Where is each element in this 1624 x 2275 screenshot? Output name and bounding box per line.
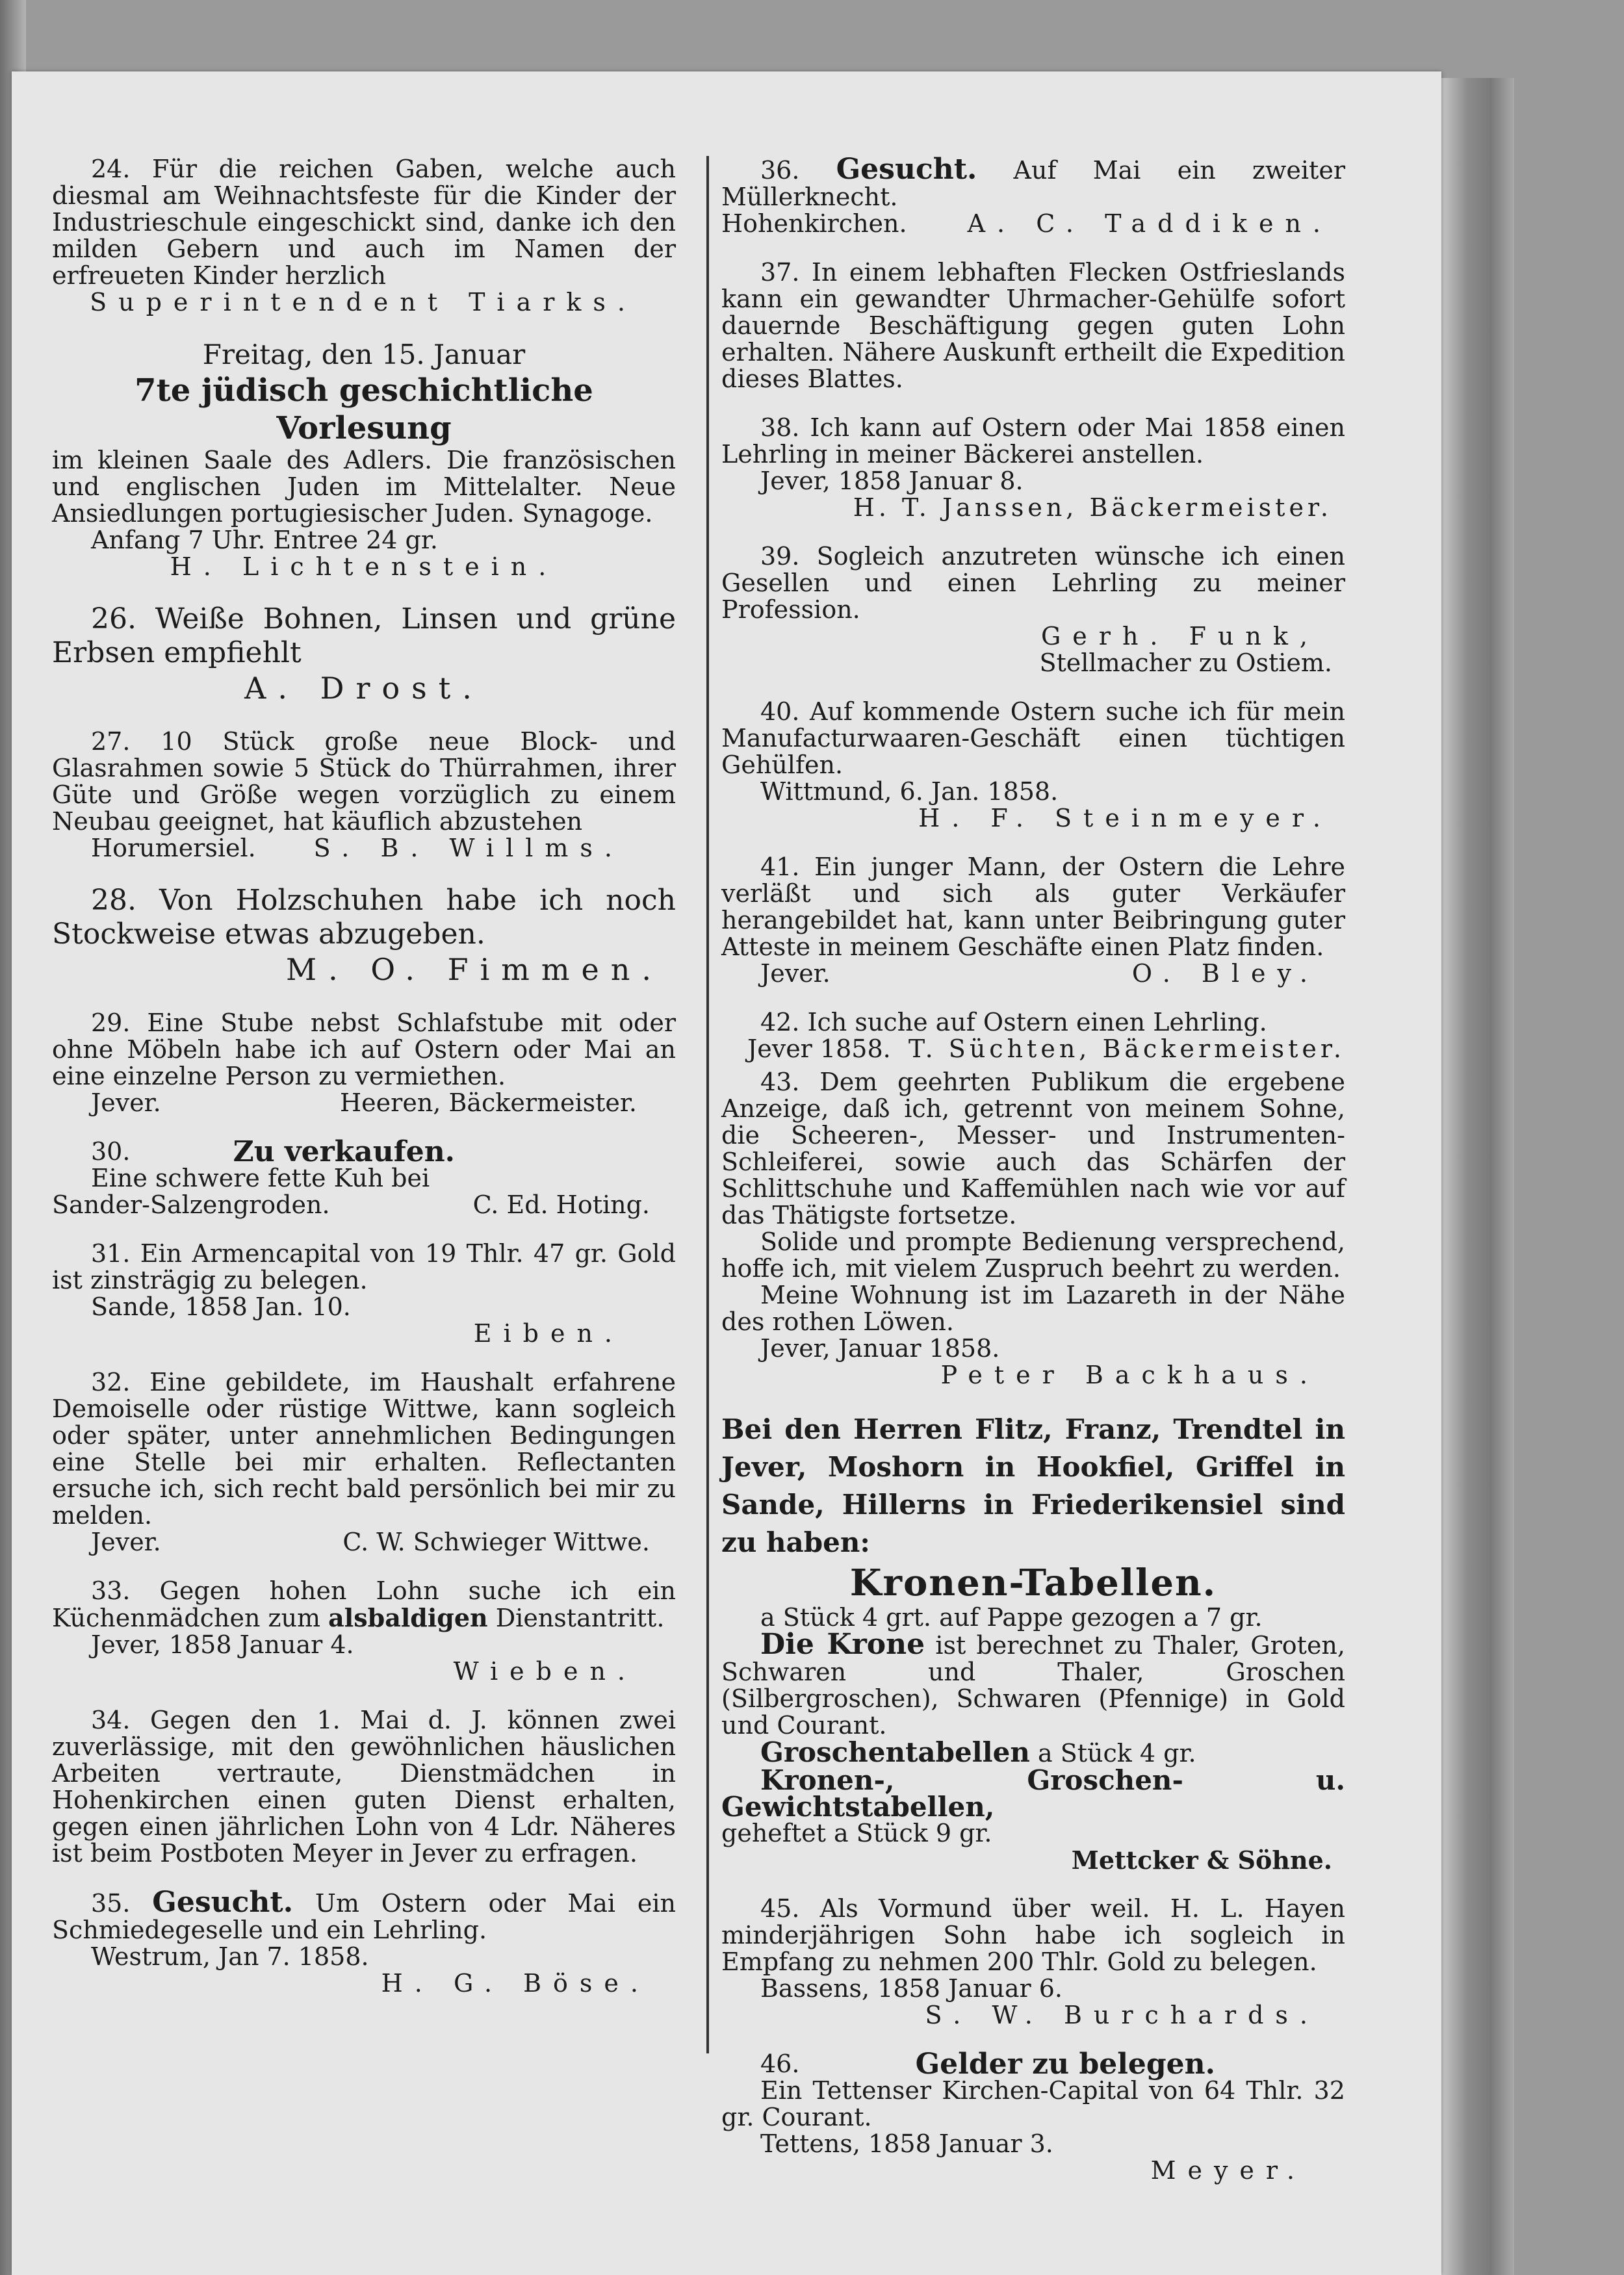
ad-42 [721,1009,1345,1062]
tables-signature: Mettcker & Söhne. [1071,1845,1332,1875]
ad-27 [52,728,676,862]
tables-crown-bold: Die Krone [760,1628,925,1661]
ad-37 [721,259,1345,392]
ad-33 [52,1578,676,1685]
ad-36-body: Auf Mai ein zweiter Müllerknecht. [721,156,1345,211]
ad-46-place: Tettens, 1858 Januar 3. [760,2129,1053,2158]
ad-32-signature: C. W. Schwieger Wittwe. [342,1528,650,1556]
ad-29-text: 29. Eine Stube nebst Schlafstube mit oder ohne Möbeln habe ich auf Ostern oder Mai an eine einzelne Person zu vermiethen. [52,1009,676,1090]
ad-35-heading: Gesucht. [152,1886,294,1919]
ad-37-text: 37. In einem lebhaften Flecken Ostfrieslands kann ein gewandter Uhrmacher-Gehülfe sofort dauernde Beschäftigung gegen guten Lohn erhalten. Nähere Auskunft ertheilt die Expedition dieses Blattes. [721,258,1345,393]
ad-26 [52,602,676,706]
ad-39-signature: Gerh. Funk, [1040,622,1319,650]
tables-crown-text: ist berechnet zu Thaler, Groten, Schwaren und Thaler, Groschen (Silbergroschen), Schwaren (Pfennige) in Gold und Courant. [721,1631,1345,1740]
ad-33-text [52,1578,676,1632]
ad-35-text [52,1886,676,1944]
lecture-start: Anfang 7 Uhr. Entree 24 gr. [91,526,438,554]
ad-43-signature: Peter Backhaus. [940,1361,1319,1389]
lecture-date: Freitag, den 15. Januar [202,339,526,370]
ad-40-text: 40. Auf kommende Ostern suche ich für mein Manufacturwaaren-Geschäft einen tüchtigen Gehülfen. [721,697,1345,779]
ad-36 [721,153,1345,238]
ad-34 [52,1707,676,1867]
tables-groschen-bold: Groschentabellen [760,1736,1030,1768]
tables-weights-text: geheftet a Stück 9 gr. [721,1819,992,1847]
ad-42-place: Jever 1858. [747,1035,891,1063]
tables-weights-bold: Kronen-, Groschen- u. Gewichtstabellen, [721,1764,1345,1823]
ad-40-place: Wittmund, 6. Jan. 1858. [760,777,1059,806]
ad-31 [52,1240,676,1347]
ad-32 [52,1369,676,1556]
ad-31-text: 31. Ein Armencapital von 19 Thlr. 47 gr. Gold ist zinsträgig zu belegen. [52,1239,676,1294]
left-column [52,156,676,2019]
ad-33-signature: Wieben. [453,1657,637,1686]
ad-41-place: Jever. [760,959,831,988]
ad-31-place: Sande, 1858 Jan. 10. [91,1292,351,1321]
ad-39 [721,543,1345,676]
ad-33-bold: alsbaldigen [328,1603,488,1632]
ad-41-text: 41. Ein junger Mann, der Ostern die Lehre verläßt und sich als guter Verkäufer herangebildet hat, kann unter Beibringung guter Atteste in meinem Geschäfte einen Platz finden. [721,853,1345,961]
ad-30-number: 30. [91,1137,131,1166]
ad-45 [721,1896,1345,2029]
ad-24-signature: Superintendent Tiarks. [90,288,637,316]
ad-46 [721,2048,1345,2185]
ad-26-signature: A. Drost. [244,671,483,706]
ad-29 [52,1010,676,1116]
ad-38-signature: H. T. Janssen, Bäckermeister. [853,493,1332,522]
ad-29-signature: Heeren, Bäckermeister. [340,1088,637,1117]
ad-28-text: 28. Von Holzschuhen habe ich noch Stockweise etwas abzugeben. [52,884,676,951]
tables-price: a Stück 4 grt. auf Pappe gezogen a 7 gr. [760,1603,1263,1632]
ad-40-signature: H. F. Steinmeyer. [918,804,1332,832]
ad-34-text: 34. Gegen den 1. Mai d. J. können zwei zuverlässige, mit den gewöhnlichen häuslichen Arbeiten vertraute, Dienstmädchen in Hohenkirchen einen guten Dienst erhalten, gegen einen jährlichen Lohn von 4 Ldr. Näheres ist beim Postboten Meyer in Jever zu erfragen. [52,1706,676,1868]
ad-46-text: Ein Tettenser Kirchen-Capital von 64 Thlr. 32 gr. Courant. [721,2076,1345,2131]
lecture-text: im kleinen Saale des Adlers. Die französischen und englischen Juden im Mittelalter. Neue Ansiedlungen portugiesischer Juden. Synagoge. [52,446,676,528]
ad-46-heading: Gelder zu belegen. [915,2048,1215,2081]
ad-36-heading: Gesucht. [836,153,977,186]
tables-groschen-text: a Stück 4 gr. [1029,1739,1196,1767]
tables-crown [721,1628,1345,1740]
ad-33-text-after: Dienstantritt. [487,1604,665,1632]
ad-28 [52,884,676,988]
ad-40 [721,699,1345,832]
ad-27-place: Horumersiel. [91,834,256,862]
ad-42-text: 42. Ich suche auf Ostern einen Lehrling. [760,1008,1267,1036]
ad-30-place: Sander-Salzengroden. [52,1190,330,1219]
ad-43-place: Jever, Januar 1858. [760,1334,1000,1363]
ad-35-signature: H. G. Böse. [381,1969,650,1998]
lecture-title: 7te jüdisch geschichtliche Vorlesung [135,372,593,446]
ad-39-signature2: Stellmacher zu Ostiem. [1039,649,1332,677]
ad-24-text: 24. Für die reichen Gaben, welche auch diesmal am Weihnachtsfeste für die Kinder der Industrieschule eingeschickt sind, danke ich den milden Gebern und auch im Namen der erfreueten Kinder herzlich [52,155,676,290]
tables-groschen [721,1736,1345,1768]
ad-43-text2: Solide und prompte Bedienung versprechend, hoffe ich, mit vielem Zuspruch beehrt zu werden. [721,1227,1345,1283]
ad-45-signature: S. W. Burchards. [925,2001,1319,2029]
ad-30-heading: Zu verkaufen. [233,1135,455,1168]
ad-35-number: 35. [91,1889,131,1918]
ad-38-place: Jever, 1858 Januar 8. [760,467,1024,495]
ad-35-body: Um Ostern oder Mai ein Schmiedegeselle und ein Lehrling. [52,1889,676,1944]
ad-46-number: 46. [760,2050,800,2078]
ad-38 [721,415,1345,521]
ad-43-text3: Meine Wohnung ist im Lazareth in der Nähe des rothen Löwen. [721,1281,1345,1336]
ad-43 [721,1069,1345,1389]
lecture-notice [52,338,676,580]
ad-36-signature: A. C. Taddiken. [967,209,1332,238]
ad-46-signature: Meyer. [1150,2156,1306,2185]
ad-30-line1: Eine schwere fette Kuh bei [91,1164,430,1192]
ad-45-text: 45. Als Vormund über weil. H. L. Hayen minderjährigen Sohn habe ich sogleich in Empfang zu nehmen 200 Thlr. Gold zu belegen. [721,1894,1345,1976]
book-spine [1436,78,1514,2275]
ad-26-text: 26. Weiße Bohnen, Linsen und grüne Erbsen empfiehlt [52,602,676,669]
column-divider [706,156,709,2053]
ad-36-number: 36. [760,156,800,185]
ad-42-signature: T. Süchten, Bäckermeister. [908,1035,1345,1063]
ad-30-signature: C. Ed. Hoting. [472,1190,650,1219]
ad-32-place: Jever. [91,1528,161,1556]
ad-35 [52,1886,676,1998]
ad-27-text: 27. 10 Stück große neue Block- und Glasrahmen sowie 5 Stück do Thürrahmen, ihrer Güte und Größe wegen vorzüglich zu einem Neubau geeignet, hat käuflich abzustehen [52,727,676,836]
tables-title: Kronen-Tabellen. [849,1562,1217,1604]
ad-45-place: Bassens, 1858 Januar 6. [760,1974,1063,2003]
ad-38-text: 38. Ich kann auf Ostern oder Mai 1858 einen Lehrling in meiner Bäckerei anstellen. [721,413,1345,469]
ad-30 [52,1135,676,1219]
ad-29-place: Jever. [91,1088,161,1117]
ad-36-place: Hohenkirchen. [721,209,907,238]
ad-32-text: 32. Eine gebildete, im Haushalt erfahrene Demoiselle oder rüstige Wittwe, kann sogleich oder später, unter annehmlichen Bedingungen eine Stelle bei mir erhalten. Reflectanten ersuche ich, sich recht bald persönlich bei mir zu melden. [52,1368,676,1530]
ad-35-place: Westrum, Jan 7. 1858. [91,1942,369,1971]
ad-36-text [721,153,1345,211]
tables-notice [721,1411,1345,1873]
ad-24 [52,156,676,316]
tables-intro: Bei den Herren Flitz, Franz, Trendtel in Jever, Moshorn in Hookfiel, Griffel in Sande, Hillerns in Friederikensiel sind zu haben: [721,1413,1345,1558]
lecture-signature: H. Lichtenstein. [170,552,558,581]
ad-33-text-before: 33. Gegen hohen Lohn suche ich ein Küchenmädchen zum [52,1576,676,1632]
right-column [721,153,1345,2206]
ad-28-signature: M. O. Fimmen. [286,952,663,987]
ad-41-signature: O. Bley. [1131,959,1319,988]
ad-41 [721,854,1345,987]
ad-43-text: 43. Dem geehrten Publikum die ergebene Anzeige, daß ich, getrennt von meinem Sohne, die Scheeren-, Messer- und Instrumenten-Schleiferei, sowie auch das Schärfen der Schlittschuhe und Kaffemühlen nach wie vor auf das Thätigste fortsetze. [721,1068,1345,1229]
ad-39-text: 39. Sogleich anzutreten wünsche ich einen Gesellen und einen Lehrling zu meiner Profession. [721,542,1345,624]
ad-31-signature: Eiben. [473,1319,624,1348]
ad-27-signature: S. B. Willms. [313,834,624,862]
ad-33-place: Jever, 1858 Januar 4. [91,1630,354,1659]
